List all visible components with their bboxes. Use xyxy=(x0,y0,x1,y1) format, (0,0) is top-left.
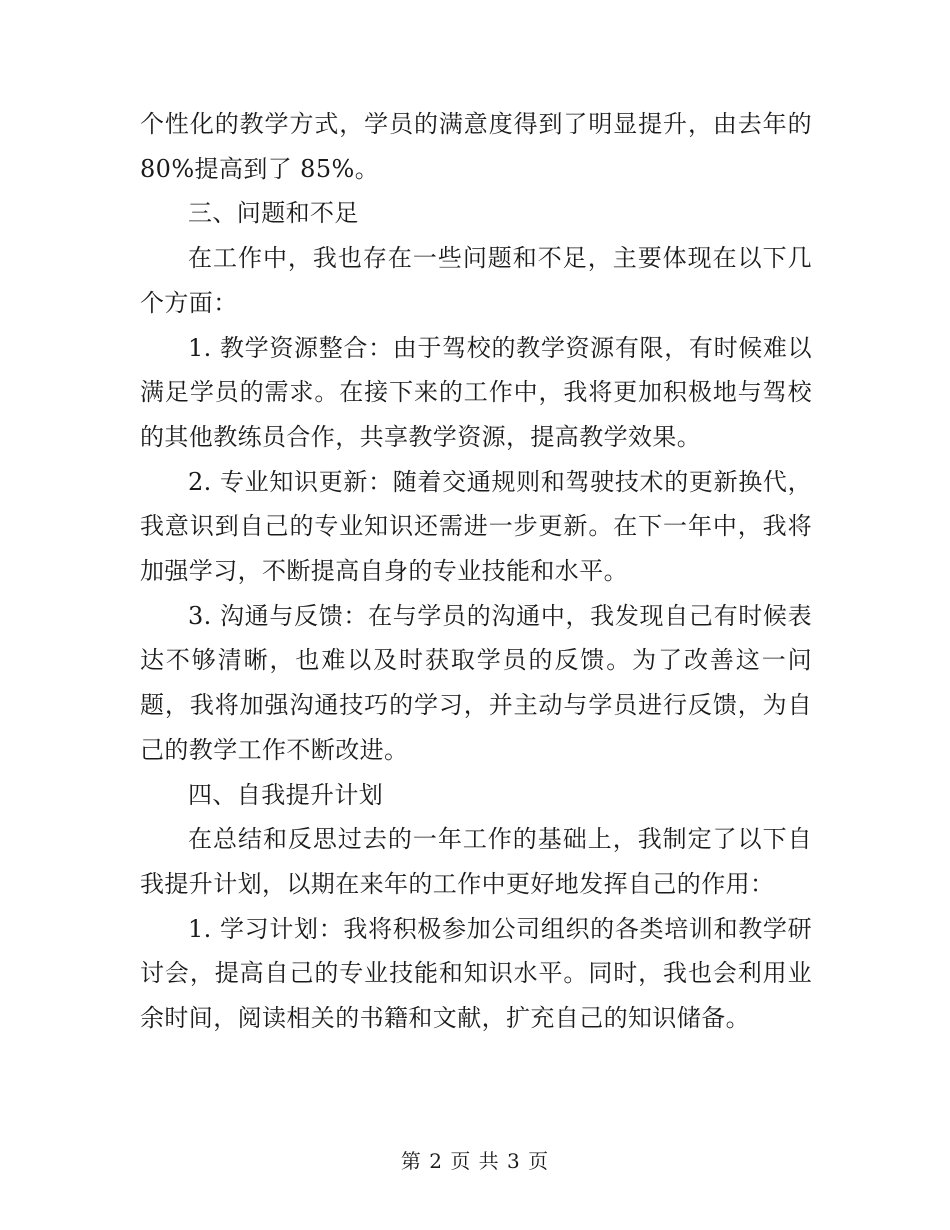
list-item-resource-integration: 1. 教学资源整合：由于驾校的教学资源有限，有时候难以满足学员的需求。在接下来的工作中，我将更加积极地与驾校的其他教练员合作，共享教学资源，提高教学效果。 xyxy=(140,333,812,451)
paragraph-plan-intro: 在总结和反思过去的一年工作的基础上，我制定了以下自我提升计划，以期在来年的工作中更好地发挥自己的作用： xyxy=(140,825,812,898)
paragraph-problems-intro: 在工作中，我也存在一些问题和不足，主要体现在以下几个方面： xyxy=(140,244,812,317)
list-item-communication: 3. 沟通与反馈：在与学员的沟通中，我发现自己有时候表达不够清晰，也难以及时获取学员的反馈。为了改善这一问题，我将加强沟通技巧的学习，并主动与学员进行反馈，为自己的教学工作不断改进。 xyxy=(140,601,812,764)
page-number-footer: 第 2 页 共 3 页 xyxy=(400,1149,550,1173)
document-body xyxy=(140,102,812,1041)
section-heading-problems: 三、问题和不足 xyxy=(188,199,359,228)
list-item-knowledge-update: 2. 专业知识更新：随着交通规则和驾驶技术的更新换代，我意识到自己的专业知识还需进一步更新。在下一年中，我将加强学习，不断提高自身的专业技能和水平。 xyxy=(140,467,812,586)
list-item-study-plan: 1. 学习计划：我将积极参加公司组织的各类培训和教学研讨会，提高自己的专业技能和知识水平。同时，我也会利用业余时间，阅读相关的书籍和文献，扩充自己的知识储备。 xyxy=(140,914,812,1033)
paragraph-satisfaction: 个性化的教学方式，学员的满意度得到了明显提升，由去年的 80%提高到了 85%。 xyxy=(140,110,812,183)
section-heading-plan: 四、自我提升计划 xyxy=(188,780,384,809)
